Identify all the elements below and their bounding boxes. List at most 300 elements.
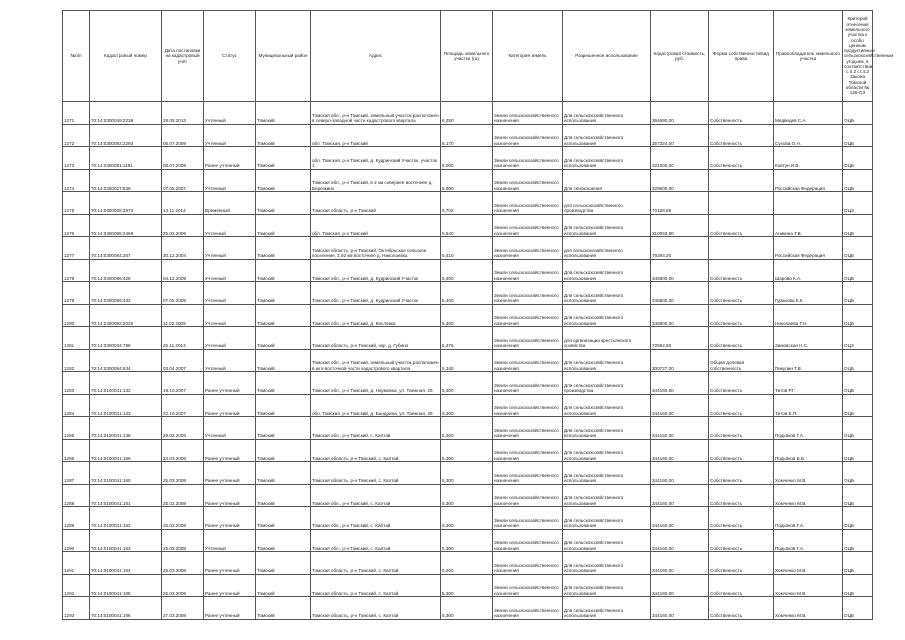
cell-owner: Подьяков Б.Б. — [774, 439, 843, 462]
land-plots-table — [62, 10, 894, 620]
cell-address: Томская обл., р-н Томский, в 2 км севернее восточнее д. Березкино — [311, 169, 441, 192]
cell-area: 5,400 — [441, 282, 493, 305]
cell-district: Томский — [256, 349, 311, 372]
cell-owner: Шарова К.А. — [774, 259, 843, 282]
cell-cadastral-number: 70:14:0300049:2238 — [90, 102, 162, 125]
cell-registration-date: 24.03.2008 — [162, 439, 204, 462]
cell-cadastral-value: 344160,00 — [651, 507, 709, 530]
cell-land-category: Земли сельскохозяйственного назначения — [493, 439, 563, 462]
cell-status: Учтенный — [204, 237, 256, 260]
cell-land-category: Земли сельскохозяйственного назначения — [493, 169, 563, 192]
cell-ownership-form: Собственность — [709, 259, 774, 282]
cell-registration-date: 19.10.2007 — [162, 372, 204, 395]
cell-land-category: Земли сельскохозяйственного назначения — [493, 349, 563, 372]
cell-ownership-form: Собственность — [709, 552, 774, 575]
cell-permitted-use: Для сенокошения — [563, 169, 651, 192]
cell-cadastral-value: 300727,00 — [651, 349, 709, 372]
header-cell: Статус — [204, 11, 256, 102]
cell-cadastral-number: 70:14:0300034:796 — [90, 327, 162, 350]
cell-cadastral-number: 70:14:0100041:159 — [90, 439, 162, 462]
cell-registration-date: 29.02.2008 — [162, 417, 204, 440]
cell-registration-date: 06.07.2009 — [162, 124, 204, 147]
cell-area: 6,000 — [441, 147, 493, 170]
cell-cadastral-number: 70:14:0300084:634 — [90, 349, 162, 372]
cell-status: Учтенный — [204, 304, 256, 327]
cell-row-number: 1279 — [63, 282, 90, 305]
cell-criterion: ОЦБ — [843, 529, 873, 552]
cell-registration-date: 28.05.2013 — [162, 102, 204, 125]
cell-cadastral-value: 344160,00 — [651, 597, 709, 620]
cell-land-category: Земли сельскохозяйственного назначения — [493, 192, 563, 215]
cell-address: обл. Томская, р-н Томский, д. Бандрина, ул. Таежная, 29 — [311, 394, 441, 417]
cell-permitted-use: Для сельскохозяйственного использования — [563, 597, 651, 620]
cell-district: Томский — [256, 214, 311, 237]
cell-registration-date: 25.02.2009 — [162, 214, 204, 237]
table-row — [63, 529, 873, 552]
cell-address: Томская обл., р-н Томский, с. Калтай — [311, 484, 441, 507]
cell-status: Ранее учтенный — [204, 372, 256, 395]
cell-district: Томский — [256, 529, 311, 552]
cell-permitted-use: Для сельскохозяйственного использования — [563, 214, 651, 237]
cell-row-number: 1278 — [63, 259, 90, 282]
cell-owner: Аникина Т.В. — [774, 214, 843, 237]
cell-ownership-form — [709, 237, 774, 260]
cell-district: Томский — [256, 102, 311, 125]
cell-cadastral-value: 310063,80 — [651, 214, 709, 237]
cell-permitted-use: Для сельскохозяйственного использования — [563, 574, 651, 597]
cell-criterion: ОЦБ — [843, 102, 873, 125]
cell-permitted-use: Для сельскохозяйственного использования — [563, 462, 651, 485]
cell-status: Учтенный — [204, 349, 256, 372]
header-cell: Дата постановки на кадастровый учёт — [162, 11, 204, 102]
cell-address: Томская обл., р-н Томский, д. Кисловка — [311, 304, 441, 327]
cell-criterion: ОЦБ — [843, 597, 873, 620]
cell-status: Учтенный — [204, 282, 256, 305]
header-cell: Кадастровый номер — [90, 11, 162, 102]
cell-area: 5,300 — [441, 529, 493, 552]
cell-land-category: Земли сельскохозяйственного назначения — [493, 282, 563, 305]
cell-cadastral-number: 70:14:0100041:138 — [90, 417, 162, 440]
cell-row-number: 1272 — [63, 124, 90, 147]
cell-status: Учтенный — [204, 169, 256, 192]
cell-permitted-use: Для сельскохозяйственного использования — [563, 102, 651, 125]
cell-address: Томская обл., р-н Томский, земельный участок расположен в юго-восточной части кадастрового квартала — [311, 349, 441, 372]
cell-registration-date: 13.11.2014 — [162, 192, 204, 215]
cell-land-category: Земли сельскохозяйственного назначения — [493, 102, 563, 125]
cell-owner: Российская Федерация — [774, 169, 843, 192]
cell-row-number: 1288 — [63, 484, 90, 507]
cell-cadastral-value: 344160,00 — [651, 484, 709, 507]
cell-address: Томская область, р-н Томский, с. Калтай — [311, 552, 441, 575]
table-row — [63, 574, 873, 597]
cell-criterion: ОЦБ — [843, 124, 873, 147]
cell-status: Ранее учтенный — [204, 147, 256, 170]
cell-area: 5,300 — [441, 597, 493, 620]
header-cell: №п/п — [63, 11, 90, 102]
cell-status: Учтенный — [204, 214, 256, 237]
cell-criterion: ОЦЗ — [843, 192, 873, 215]
cell-address: Томская обл., р-н Томский, с. Калтай — [311, 507, 441, 530]
cell-cadastral-number: 70:14:0100041:164 — [90, 552, 162, 575]
cell-area: 5,702 — [441, 192, 493, 215]
cell-area: 5,300 — [441, 552, 493, 575]
cell-row-number: 1274 — [63, 169, 90, 192]
table-row — [63, 372, 873, 395]
cell-district: Томский — [256, 237, 311, 260]
cell-permitted-use: Для сельскохозяйственного использования — [563, 147, 651, 170]
cell-land-category: Земли сельскохозяйственного назначения — [493, 327, 563, 350]
cell-district: Томский — [256, 507, 311, 530]
cell-cadastral-value: 321000,00 — [651, 147, 709, 170]
table-header-row — [63, 11, 873, 102]
cell-area: 5,400 — [441, 259, 493, 282]
cell-row-number: 1280 — [63, 304, 90, 327]
cell-registration-date: 07.05.2007 — [162, 169, 204, 192]
cell-row-number: 1283 — [63, 372, 90, 395]
cell-permitted-use: для сельскохозяйственного использования — [563, 237, 651, 260]
cell-ownership-form: Собственность — [709, 304, 774, 327]
table-row — [63, 192, 873, 215]
cell-status: Временный — [204, 192, 256, 215]
cell-district: Томский — [256, 597, 311, 620]
cell-cadastral-number: 70:14:0300096:432 — [90, 282, 162, 305]
table-row — [63, 124, 873, 147]
cell-land-category: Земли сельскохозяйственного назначения — [493, 529, 563, 552]
cell-ownership-form: Собственность — [709, 394, 774, 417]
cell-area: 5,300 — [441, 462, 493, 485]
cell-owner: Титов Е.П. — [774, 394, 843, 417]
cell-criterion: ОЦБ — [843, 574, 873, 597]
cell-ownership-form: Собственность — [709, 124, 774, 147]
cell-area: 5,300 — [441, 574, 493, 597]
cell-criterion: ОЦБ — [843, 304, 873, 327]
cell-ownership-form: Собственность — [709, 484, 774, 507]
cell-district: Томский — [256, 169, 311, 192]
cell-permitted-use: Для сельскохозяйственного использования — [563, 529, 651, 552]
cell-address: Томская область, р-н Томский, с. Калтай — [311, 462, 441, 485]
cell-criterion: ОЦБ — [843, 372, 873, 395]
cell-address: Томская область, р-н Томский, Октябрьское сельское поселение, 2,92 км восточнее д. Николаевка — [311, 237, 441, 260]
cell-status: Ранее учтенный — [204, 462, 256, 485]
cell-cadastral-value: 70129,68 — [651, 192, 709, 215]
cell-criterion: ОЦБ — [843, 147, 873, 170]
cell-row-number: 1287 — [63, 462, 90, 485]
cell-land-category: Земли сельскохозяйственного назначения — [493, 462, 563, 485]
cell-land-category: Земли сельскохозяйственного назначения — [493, 259, 563, 282]
cell-cadastral-value: 344160,00 — [651, 529, 709, 552]
cell-cadastral-number: 70:14:0300084:267 — [90, 237, 162, 260]
cell-ownership-form: Собственность — [709, 147, 774, 170]
cell-permitted-use: Для сельскохозяйственного использования — [563, 304, 651, 327]
cell-area: 5,300 — [441, 484, 493, 507]
cell-criterion: ОЦБ — [843, 259, 873, 282]
cell-row-number: 1286 — [63, 439, 90, 462]
cell-row-number: 1285 — [63, 417, 90, 440]
cell-criterion: ОЦБ — [843, 552, 873, 575]
cell-land-category: Земли сельскохозяйственного назначения — [493, 124, 563, 147]
cell-status: Учтенный — [204, 259, 256, 282]
cell-cadastral-value: 72562,50 — [651, 327, 709, 350]
table-row — [63, 417, 873, 440]
header-cell: Кадастровая стоимость, руб. — [651, 11, 709, 102]
cell-permitted-use: Для сельскохозяйственного использования — [563, 124, 651, 147]
cell-registration-date: 11.02.2009 — [162, 304, 204, 327]
table-row — [63, 147, 873, 170]
cell-district: Томский — [256, 417, 311, 440]
cell-permitted-use: для сельскохозяйственного производства — [563, 192, 651, 215]
cell-owner: Николаева Т.Н. — [774, 304, 843, 327]
cell-area: 5,410 — [441, 237, 493, 260]
cell-owner: Российская Федерация — [774, 237, 843, 260]
cell-owner — [774, 192, 843, 215]
cell-row-number: 1293 — [63, 597, 90, 620]
cell-area: 5,540 — [441, 214, 493, 237]
cell-permitted-use: Для сельскохозяйственного использования — [563, 349, 651, 372]
table-row — [63, 484, 873, 507]
cell-row-number: 1289 — [63, 507, 90, 530]
cell-address: Томская область, р-н Томский, с. Калтай — [311, 574, 441, 597]
cell-criterion: ОЦБ — [843, 214, 873, 237]
cell-ownership-form: Собственность — [709, 327, 774, 350]
cell-permitted-use: Для сельскохозяйственного использования — [563, 552, 651, 575]
cell-status: Учтенный — [204, 124, 256, 147]
cell-permitted-use: Для сельскохозяйственного использования — [563, 282, 651, 305]
cell-status: Учтенный — [204, 327, 256, 350]
cell-ownership-form: Собственность — [709, 372, 774, 395]
cell-ownership-form: Собственность — [709, 282, 774, 305]
cell-district: Томский — [256, 394, 311, 417]
cell-area: 5,300 — [441, 439, 493, 462]
cell-row-number: 1282 — [63, 349, 90, 372]
cell-district: Томский — [256, 462, 311, 485]
cell-registration-date: 26.03.2008 — [162, 574, 204, 597]
cell-criterion: ОЦБ — [843, 507, 873, 530]
cell-registration-date: 30.12.2004 — [162, 237, 204, 260]
cell-row-number: 1284 — [63, 394, 90, 417]
cell-cadastral-value: 344160,00 — [651, 372, 709, 395]
cell-criterion: ОЦБ — [843, 439, 873, 462]
cell-row-number: 1291 — [63, 552, 90, 575]
cell-address: Томская обл., р-н Томский, д. Кудринский Участок — [311, 259, 441, 282]
cell-criterion: ОЦБ — [843, 237, 873, 260]
cell-area: 6,170 — [441, 124, 493, 147]
cell-ownership-form: Собственность — [709, 214, 774, 237]
cell-area: 5,300 — [441, 394, 493, 417]
cell-area: 6,250 — [441, 102, 493, 125]
cell-criterion: ОЦБ — [843, 417, 873, 440]
cell-cadastral-value: 344160,00 — [651, 552, 709, 575]
cell-ownership-form: Собственность — [709, 597, 774, 620]
cell-cadastral-number: 70:14:0100041:132 — [90, 372, 162, 395]
table-row — [63, 462, 873, 485]
cell-address: Томская область, р-н Томский, с. Калтай — [311, 597, 441, 620]
cell-criterion: ОЦБ — [843, 349, 873, 372]
table-row — [63, 214, 873, 237]
cell-owner: Гуранова К.К. — [774, 282, 843, 305]
cell-registration-date: 26.03.2008 — [162, 552, 204, 575]
cell-land-category: Земли сельскохозяйственного назначения — [493, 394, 563, 417]
cell-ownership-form: Собственность — [709, 462, 774, 485]
cell-land-category: Земли сельскохозяйственного назначения — [493, 484, 563, 507]
table-row — [63, 597, 873, 620]
cell-registration-date: 22.10.2007 — [162, 394, 204, 417]
cell-ownership-form: Собственность — [709, 102, 774, 125]
cell-land-category: Земли сельскохозяйственного назначения — [493, 237, 563, 260]
table-row — [63, 439, 873, 462]
header-cell: Адрес — [311, 11, 441, 102]
cell-address: обл. Томская, р-н Томский, д. Кудринский Участок, участок 1 — [311, 147, 441, 170]
cell-area: 5,340 — [441, 349, 493, 372]
cell-permitted-use: Для сельскохозяйственного использования — [563, 507, 651, 530]
cell-area: 5,800 — [441, 169, 493, 192]
cell-owner: Подьяков Г.А. — [774, 417, 843, 440]
cell-land-category: Земли сельскохозяйственного назначения — [493, 147, 563, 170]
cell-status: Ранее учтенный — [204, 574, 256, 597]
cell-ownership-form: Собственность — [709, 417, 774, 440]
cell-registration-date: 27.03.2008 — [162, 597, 204, 620]
cell-owner: Хомченко М.В. — [774, 462, 843, 485]
cell-cadastral-value: 344160,00 — [651, 417, 709, 440]
cell-owner: Подьяков Г.А. — [774, 529, 843, 552]
cell-status: Ранее учтенный — [204, 552, 256, 575]
cell-address: Томская обл., р-н Томский, с. Калтай — [311, 529, 441, 552]
cell-cadastral-number: 70:14:0100041:163 — [90, 529, 162, 552]
cell-area: 5,400 — [441, 304, 493, 327]
cell-owner: Ковтун И.В. — [774, 147, 843, 170]
cell-owner: Подьяков Г.А. — [774, 507, 843, 530]
table-row — [63, 304, 873, 327]
cell-cadastral-value: 346800,00 — [651, 304, 709, 327]
cell-permitted-use: Для сельскохозяйственного использования — [563, 484, 651, 507]
cell-cadastral-number: 70:14:0300092:2025 — [90, 304, 162, 327]
cell-cadastral-number: 70:14:0300092:2293 — [90, 124, 162, 147]
cell-area: 5,300 — [441, 372, 493, 395]
header-cell: Муниципальный район — [256, 11, 311, 102]
table-row — [63, 507, 873, 530]
cell-registration-date: 26.11.2013 — [162, 327, 204, 350]
cell-district: Томский — [256, 124, 311, 147]
cell-registration-date: 04.12.2009 — [162, 259, 204, 282]
cell-permitted-use: Для сельскохозяйственного производства — [563, 372, 651, 395]
cell-district: Томский — [256, 574, 311, 597]
cell-status: Ранее учтенный — [204, 507, 256, 530]
cell-row-number: 1277 — [63, 237, 90, 260]
cell-cadastral-number: 70:14:0100041:166 — [90, 597, 162, 620]
cell-cadastral-number: 70:14:0300095:2469 — [90, 214, 162, 237]
cell-land-category: Земли сельскохозяйственного назначения — [493, 507, 563, 530]
cell-criterion: ОЦБ — [843, 484, 873, 507]
cell-cadastral-number: 70:14:0300027:638 — [90, 169, 162, 192]
cell-criterion: ОЦБ — [843, 394, 873, 417]
cell-ownership-form — [709, 192, 774, 215]
cell-land-category: Земли сельскохозяйственного назначения — [493, 372, 563, 395]
cell-registration-date: 25.03.2008 — [162, 462, 204, 485]
cell-cadastral-value: 357324,00 — [651, 124, 709, 147]
cell-criterion: ОЦБ — [843, 462, 873, 485]
header-cell: Правообладатель земельного участка — [774, 11, 843, 102]
cell-district: Томский — [256, 259, 311, 282]
cell-area: 5,300 — [441, 507, 493, 530]
cell-cadastral-value: 344160,00 — [651, 462, 709, 485]
cell-address: обл. Томская, р-н Томский — [311, 214, 441, 237]
cell-cadastral-number: 70:14:0300081:1191 — [90, 147, 162, 170]
cell-cadastral-value: 346800,00 — [651, 282, 709, 305]
header-cell: Категория земель — [493, 11, 563, 102]
table-row — [63, 394, 873, 417]
cell-owner: Медведев С.А. — [774, 102, 843, 125]
cell-criterion: ОЦБ — [843, 169, 873, 192]
cell-address: Томская область, р-н Томский — [311, 192, 441, 215]
cell-district: Томский — [256, 439, 311, 462]
cell-cadastral-number: 70:14:0100041:133 — [90, 394, 162, 417]
cell-district: Томский — [256, 372, 311, 395]
cell-registration-date: 25.02.2008 — [162, 484, 204, 507]
cell-address: Томская обл., р-н Томский, с. Калтай — [311, 417, 441, 440]
cell-land-category: Земли сельскохозяйственного назначения — [493, 304, 563, 327]
header-cell: Площадь земельного участка (га) — [441, 11, 493, 102]
cell-status: Ранее учтенный — [204, 597, 256, 620]
table-row — [63, 169, 873, 192]
cell-address: обл. Томская, р-н Томский — [311, 124, 441, 147]
cell-row-number: 1276 — [63, 214, 90, 237]
cell-land-category: Земли сельскохозяйственного назначения — [493, 214, 563, 237]
cell-cadastral-value: 79294,20 — [651, 237, 709, 260]
cell-cadastral-value: 344160,00 — [651, 439, 709, 462]
cell-district: Томский — [256, 552, 311, 575]
cell-owner: Хомченко М.В. — [774, 574, 843, 597]
cell-owner: Хомченко М.В. — [774, 552, 843, 575]
cell-cadastral-number: 70:14:0100041:160 — [90, 462, 162, 485]
cell-area: 5,375 — [441, 327, 493, 350]
table-row — [63, 327, 873, 350]
cell-district: Томский — [256, 192, 311, 215]
header-cell: Критерий отнесения земельного участка к особо ценным продуктивным сельскохозяйственным угодьям, в соответствии с п.2 ст.4.3 Закона Томской области № 135-ОЗ — [843, 11, 873, 102]
table-body — [63, 102, 873, 620]
cell-address: Томская обл., р-н Томский, д. Наумовка, ул. Таежная, 29 — [311, 372, 441, 395]
cell-district: Томский — [256, 327, 311, 350]
cell-ownership-form: Собственность — [709, 529, 774, 552]
cell-criterion: ОЦЗ — [843, 327, 873, 350]
cell-land-category: Земли сельскохозяйственного назначения — [493, 552, 563, 575]
cell-ownership-form: Собственность — [709, 507, 774, 530]
cell-cadastral-value: 329600,00 — [651, 169, 709, 192]
cell-cadastral-value: 344160,00 — [651, 574, 709, 597]
table-row — [63, 349, 873, 372]
cell-registration-date: 03.04.2007 — [162, 349, 204, 372]
cell-cadastral-number: 70:14:0300096:428 — [90, 259, 162, 282]
cell-ownership-form: Собственность — [709, 439, 774, 462]
cell-registration-date: 07.05.2009 — [162, 282, 204, 305]
header-cell: Форма собственности/вид права — [709, 11, 774, 102]
cell-permitted-use: Для сельскохозяйственного использования — [563, 394, 651, 417]
cell-owner: Сухова О.Н. — [774, 124, 843, 147]
cell-cadastral-value: 346800,00 — [651, 259, 709, 282]
cell-land-category: Земли сельскохозяйственного назначения — [493, 574, 563, 597]
cell-row-number: 1275 — [63, 192, 90, 215]
cell-permitted-use: Для сельскохозяйственного использования — [563, 259, 651, 282]
table-row — [63, 102, 873, 125]
table-row — [63, 237, 873, 260]
table-row — [63, 259, 873, 282]
cell-owner: Хомченко М.В. — [774, 484, 843, 507]
cell-owner: Пикулин Т.В. — [774, 349, 843, 372]
table-row — [63, 552, 873, 575]
cell-district: Томский — [256, 147, 311, 170]
cell-owner: Титов Р.Г. — [774, 372, 843, 395]
cell-status: Ранее учтенный — [204, 439, 256, 462]
cell-status: Ранее учтенный — [204, 394, 256, 417]
cell-cadastral-number: 70:14:0100041:165 — [90, 574, 162, 597]
